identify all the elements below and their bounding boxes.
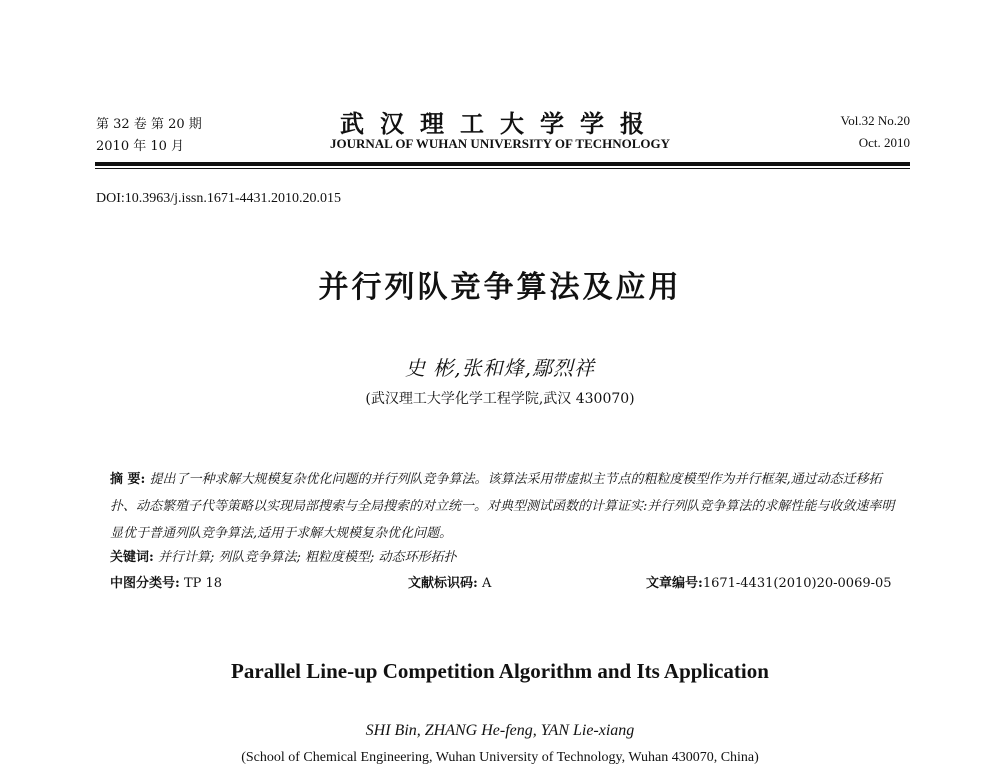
affiliation-en: (School of Chemical Engineering, Wuhan University of Technology, Wuhan 430070, China) (241, 750, 759, 765)
journal-name-cn: 武汉理工大学学报 (340, 109, 660, 138)
header-rule-thick (95, 162, 910, 166)
header-rule-thin (95, 168, 910, 169)
date-en: Oct. 2010 (858, 135, 910, 150)
abstract-label: 摘 要: (110, 472, 146, 487)
paper-title-cn: 并行列队竞争算法及应用 (318, 270, 682, 305)
doi: DOI:10.3963/j.issn.1671-4431.2010.20.015 (96, 191, 341, 206)
keywords-label: 关键词: (110, 550, 154, 565)
article-number-value: 1671-4431(2010)20-0069-05 (702, 576, 892, 591)
document-code-label: 文献标识码: (408, 576, 478, 591)
document-code-value: A (481, 576, 492, 591)
classification-label: 中图分类号: (110, 576, 180, 591)
date-cn: 2010 年 10 月 (96, 139, 185, 154)
abstract-text: 提出了一种求解大规模复杂优化问题的并行列队竞争算法。该算法采用带虚拟主节点的粗粒度模型作为并行框架,通过动态迁移拓扑、动态繁殖子代等策略以实现局部搜索与全局搜索的对立统一。对典型测试函数的计算证实:并行列队竞争算法的求解性能与收敛速率明显优于普通列队竞争算法,适用于求解大规模复杂优化问题。 (110, 472, 895, 541)
volume-issue-cn: 第 32 卷 第 20 期 (96, 117, 202, 132)
authors-en: SHI Bin, ZHANG He-feng, YAN Lie-xiang (365, 722, 635, 739)
classification-number (110, 572, 222, 591)
classification-value: TP 18 (183, 576, 223, 591)
document-code (408, 572, 491, 591)
article-number-label: 文章编号: (646, 576, 703, 591)
volume-issue-en: Vol.32 No.20 (840, 113, 910, 128)
abstract (110, 466, 900, 547)
article-number (646, 572, 892, 591)
keywords-text: 并行计算; 列队竞争算法; 粗粒度模型; 动态环形拓扑 (157, 550, 457, 565)
keywords (110, 546, 457, 565)
authors-cn: 史 彬,张和烽,鄢烈祥 (404, 356, 596, 380)
journal-name-en: JOURNAL OF WUHAN UNIVERSITY OF TECHNOLOGY (329, 136, 671, 151)
paper-title-en: Parallel Line-up Competition Algorithm and Its Application (231, 659, 769, 683)
affiliation-cn: (武汉理工大学化学工程学院,武汉 430070) (365, 391, 635, 407)
